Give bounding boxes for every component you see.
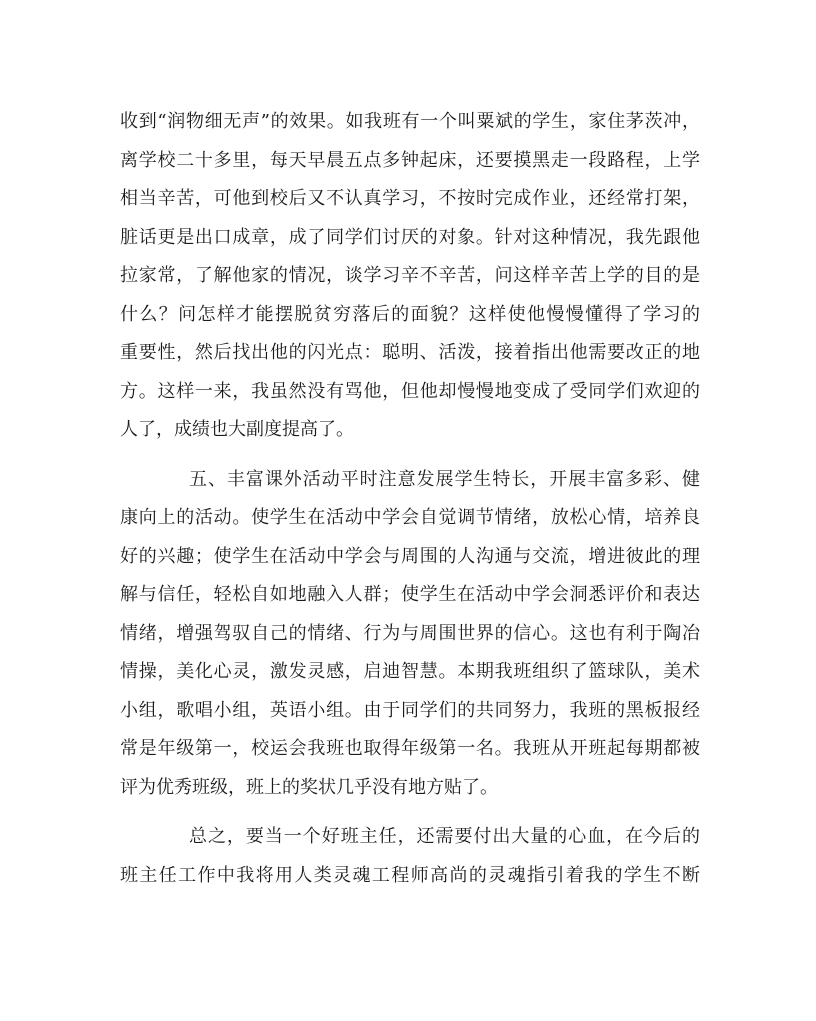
text-line: 常是年级第一，校运会我班也取得年级第一名。我班从开班起每期都被 — [120, 738, 700, 759]
paragraph-spacer — [120, 807, 700, 818]
text-line: 好的兴趣；使学生在活动中学会与周围的人沟通与交流，增进彼此的理 — [120, 545, 700, 567]
document-body — [120, 103, 700, 895]
text-line: 相当辛苦，可他到校后又不认真学习，不按时完成作业，还经常打架， — [120, 188, 700, 209]
paragraph — [120, 818, 700, 895]
text-line: 脏话更是出口成章，成了同学们讨厌的对象。针对这种情况，我先跟他 — [120, 226, 700, 248]
paragraph — [120, 461, 700, 808]
text-line: 拉家常，了解他家的情况，谈学习辛不辛苦，问这样辛苦上学的目的是 — [120, 265, 700, 286]
text-line: 评为优秀班级，班上的奖状几乎没有地方贴了。 — [120, 776, 498, 798]
text-line: 情绪，增强驾驭自己的情绪、行为与周围世界的信心。这也有利于陶冶 — [120, 622, 700, 644]
paragraph — [120, 103, 700, 450]
text-line: 方。这样一来，我虽然没有骂他，但他却慢慢地变成了受同学们欢迎的 — [120, 380, 700, 402]
text-line: 总之，要当一个好班主任，还需要付出大量的心血，在今后的 — [189, 826, 700, 847]
text-line: 小组，歌唱小组，英语小组。由于同学们的共同努力，我班的黑板报经 — [120, 699, 700, 721]
text-line: 人了，成绩也大副度提高了。 — [120, 419, 354, 440]
text-line: 解与信任，轻松自如地融入人群；使学生在活动中学会洞悉评价和表达 — [120, 584, 700, 605]
text-line: 什么？问怎样才能摆脱贫穷落后的面貌？这样使他慢慢懂得了学习的 — [120, 303, 700, 325]
text-line: 重要性，然后找出他的闪光点：聪明、活泼，接着指出他需要改正的地 — [120, 342, 700, 363]
text-line: 离学校二十多里，每天早晨五点多钟起床，还要摸黑走一段路程，上学 — [120, 149, 700, 171]
text-line: 收到“润物细无声”的效果。如我班有一个叫粟斌的学生，家住茅茨冲， — [120, 111, 700, 132]
paragraph-spacer — [120, 450, 700, 461]
text-line: 班主任工作中我将用人类灵魂工程师高尚的灵魂指引着我的学生不断 — [120, 864, 700, 886]
text-line: 情操，美化心灵，激发灵感，启迪智慧。本期我班组织了篮球队，美术 — [120, 661, 700, 682]
text-line: 五、丰富课外活动平时注意发展学生特长，开展丰富多彩、健 — [189, 468, 700, 490]
text-line: 康向上的活动。使学生在活动中学会自觉调节情绪，放松心情，培养良 — [120, 507, 700, 528]
